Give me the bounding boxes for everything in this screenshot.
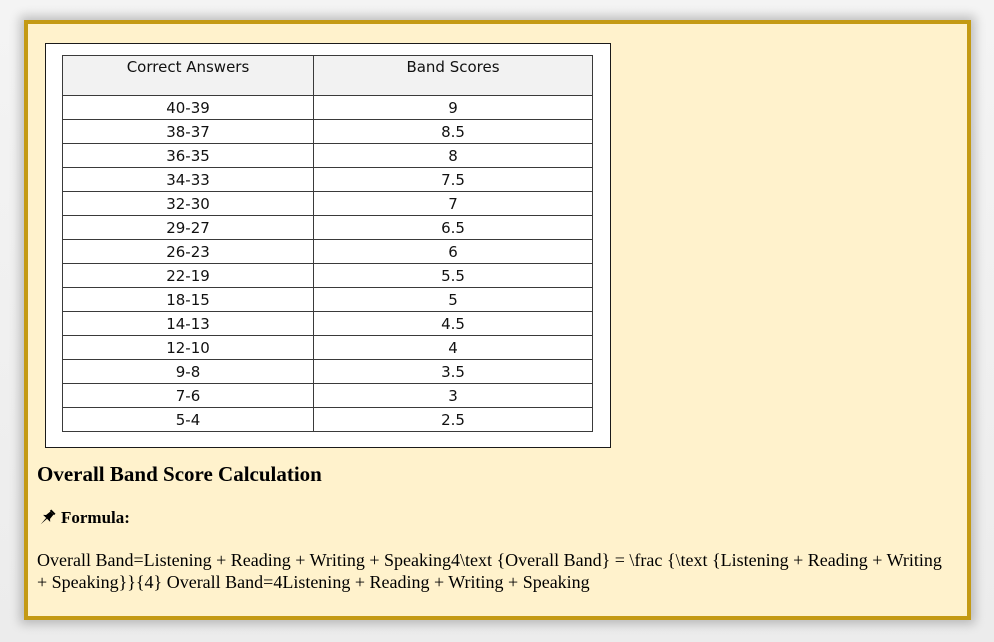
table-row (63, 360, 593, 384)
table-row (63, 96, 593, 120)
band-score-cell: 5 (314, 288, 593, 312)
band-score-cell: 8.5 (314, 120, 593, 144)
correct-answers-cell: 32-30 (63, 192, 314, 216)
correct-answers-cell: 38-37 (63, 120, 314, 144)
pushpin-icon (37, 508, 57, 528)
band-score-cell: 4 (314, 336, 593, 360)
correct-answers-cell: 14-13 (63, 312, 314, 336)
table-row (63, 408, 593, 432)
correct-answers-cell: 26-23 (63, 240, 314, 264)
table-row (63, 264, 593, 288)
band-score-table-image (45, 43, 611, 448)
correct-answers-cell: 12-10 (63, 336, 314, 360)
content-frame (24, 20, 971, 620)
band-score-cell: 8 (314, 144, 593, 168)
band-score-cell: 3.5 (314, 360, 593, 384)
band-score-cell: 3 (314, 384, 593, 408)
table-row (63, 288, 593, 312)
table-body (63, 96, 593, 432)
section-heading: Overall Band Score Calculation (37, 462, 322, 486)
band-score-table (62, 55, 593, 432)
table-row (63, 336, 593, 360)
correct-answers-cell: 40-39 (63, 96, 314, 120)
table-row (63, 312, 593, 336)
correct-answers-cell: 29-27 (63, 216, 314, 240)
correct-answers-cell: 18-15 (63, 288, 314, 312)
correct-answers-cell: 22-19 (63, 264, 314, 288)
header-correct-answers: Correct Answers (63, 56, 314, 96)
correct-answers-cell: 9-8 (63, 360, 314, 384)
formula-label: Formula: (61, 508, 130, 527)
band-score-cell: 4.5 (314, 312, 593, 336)
band-score-cell: 6.5 (314, 216, 593, 240)
correct-answers-cell: 7-6 (63, 384, 314, 408)
table-row (63, 168, 593, 192)
table-row (63, 144, 593, 168)
correct-answers-cell: 34-33 (63, 168, 314, 192)
table-row (63, 120, 593, 144)
band-score-cell: 5.5 (314, 264, 593, 288)
formula-label-row (37, 508, 130, 528)
table-row (63, 384, 593, 408)
table-header-row (63, 56, 593, 96)
table-row (63, 192, 593, 216)
table-row (63, 240, 593, 264)
correct-answers-cell: 5-4 (63, 408, 314, 432)
band-score-cell: 9 (314, 96, 593, 120)
band-score-cell: 7 (314, 192, 593, 216)
formula-text: Overall Band=Listening + Reading + Writing + Speaking4\text {Overall Band} = \frac {\text {Listening + Reading + Writing + Speaking}}{4} Overall Band=4Listening + Reading + Writing + Speaking (37, 550, 942, 592)
band-score-cell: 6 (314, 240, 593, 264)
band-score-cell: 7.5 (314, 168, 593, 192)
correct-answers-cell: 36-35 (63, 144, 314, 168)
table-row (63, 216, 593, 240)
band-score-cell: 2.5 (314, 408, 593, 432)
header-band-scores: Band Scores (314, 56, 593, 96)
